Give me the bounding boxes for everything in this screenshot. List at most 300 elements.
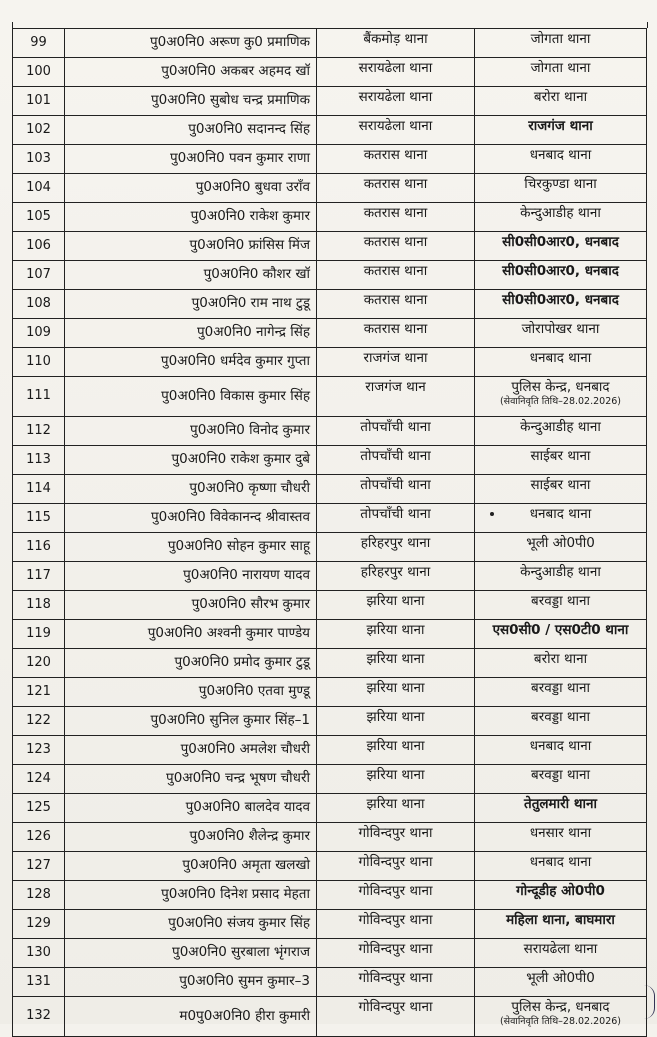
serial-number-cell: [13, 319, 65, 348]
to-station-cell: [475, 997, 647, 1037]
to-station-cell: [475, 765, 647, 794]
from-station-text: कतरास थाना: [363, 321, 428, 337]
officer-name-text: पु0अ0नि0 धर्मदेव कुमार गुप्ता: [160, 353, 310, 370]
to-station-cell: [475, 87, 647, 116]
officer-name-cell: [65, 968, 317, 997]
officer-name-cell: [65, 87, 317, 116]
to-station-text: महिला थाना, बाघमारा: [506, 912, 615, 928]
retirement-note: (सेवानिवृति तिथि–28.02.2026): [499, 395, 622, 407]
table-row: [13, 620, 647, 649]
officer-name-cell: [65, 765, 317, 794]
from-station-cell: [317, 29, 475, 58]
serial-number-text: 125: [26, 799, 51, 815]
officer-name-cell: [65, 910, 317, 939]
serial-number-cell: [13, 823, 65, 852]
to-station-cell: [475, 446, 647, 475]
from-station-cell: [317, 968, 475, 997]
table-row: [13, 649, 647, 678]
from-station-cell: [317, 290, 475, 319]
officer-name-text: पु0अ0नि0 नागेन्द्र सिंह: [196, 324, 310, 341]
from-station-cell: [317, 446, 475, 475]
table-row: [13, 591, 647, 620]
from-station-cell: [317, 174, 475, 203]
officer-name-cell: [65, 203, 317, 232]
serial-number-cell: [13, 591, 65, 620]
table-row: [13, 968, 647, 997]
to-station-text: बरवड्डा थाना: [531, 709, 590, 725]
serial-number-text: 106: [26, 237, 51, 253]
table-row: [13, 678, 647, 707]
transfer-table: [12, 28, 647, 1037]
officer-name-text: पु0अ0नि0 विनोद कुमार: [190, 422, 310, 439]
from-station-cell: [317, 377, 475, 417]
from-station-text: कतरास थाना: [363, 234, 428, 250]
officer-name-text: पु0अ0नि0 अश्वनी कुमार पाण्डेय: [147, 625, 310, 642]
table-row: [13, 29, 647, 58]
officer-name-text: पु0अ0नि0 सोहन कुमार साहू: [167, 538, 310, 555]
officer-name-text: पु0अ0नि0 प्रमोद कुमार टुडू: [174, 654, 310, 671]
to-station-text: साईबर थाना: [530, 448, 591, 464]
officer-name-cell: [65, 794, 317, 823]
officer-name-cell: [65, 620, 317, 649]
serial-number-text: 115: [26, 509, 51, 525]
to-station-cell: [475, 504, 647, 533]
officer-name-cell: [65, 145, 317, 174]
table-row: [13, 852, 647, 881]
to-station-text: सरायढेला थाना: [523, 941, 598, 957]
serial-number-text: 112: [26, 422, 51, 438]
from-station-cell: [317, 232, 475, 261]
serial-number-cell: [13, 475, 65, 504]
table-row: [13, 475, 647, 504]
officer-name-cell: [65, 881, 317, 910]
table-row: [13, 939, 647, 968]
serial-number-text: 103: [26, 150, 51, 166]
from-station-text: तोपचाँची थाना: [360, 448, 431, 464]
serial-number-text: 123: [26, 741, 51, 757]
table-row: [13, 290, 647, 319]
table-row: [13, 997, 647, 1037]
to-station-cell: [475, 649, 647, 678]
serial-number-cell: [13, 939, 65, 968]
to-station-text: बरवड्डा थाना: [531, 680, 590, 696]
to-station-cell: [475, 377, 647, 417]
serial-number-text: 118: [26, 596, 51, 612]
table-row: [13, 765, 647, 794]
officer-name-text: पु0अ0नि0 अकबर अहमद खॉ: [161, 63, 310, 80]
from-station-text: राजगंज थाना: [363, 350, 428, 366]
to-station-cell: [475, 823, 647, 852]
serial-number-cell: [13, 707, 65, 736]
officer-name-cell: [65, 174, 317, 203]
table-row: [13, 145, 647, 174]
serial-number-cell: [13, 765, 65, 794]
officer-name-cell: [65, 736, 317, 765]
from-station-cell: [317, 348, 475, 377]
table-row: [13, 736, 647, 765]
officer-name-cell: [65, 852, 317, 881]
officer-name-text: म0पु0अ0नि0 हीरा कुमारी: [179, 1007, 310, 1024]
table-row: [13, 319, 647, 348]
from-station-text: गोविन्दपुर थाना: [358, 912, 433, 928]
to-station-text: केन्दुआडीह थाना: [520, 205, 601, 221]
from-station-text: सरायढेला थाना: [358, 89, 433, 105]
officer-name-text: पु0अ0नि0 पवन कुमार राणा: [169, 150, 310, 167]
officer-name-cell: [65, 707, 317, 736]
to-station-text: धनबाद थाना: [529, 350, 592, 366]
from-station-cell: [317, 997, 475, 1037]
officer-name-cell: [65, 29, 317, 58]
officer-name-text: पु0अ0नि0 अमलेश चौधरी: [180, 741, 310, 758]
officer-name-cell: [65, 319, 317, 348]
to-station-cell: [475, 290, 647, 319]
table-row: [13, 707, 647, 736]
from-station-cell: [317, 765, 475, 794]
serial-number-text: 124: [26, 770, 51, 786]
to-station-cell: [475, 736, 647, 765]
serial-number-text: 132: [26, 1008, 51, 1024]
officer-name-cell: [65, 348, 317, 377]
officer-name-cell: [65, 649, 317, 678]
serial-number-text: 111: [26, 388, 51, 404]
officer-name-cell: [65, 591, 317, 620]
to-station-cell: [475, 174, 647, 203]
from-station-text: झरिया थाना: [366, 767, 425, 783]
officer-name-text: पु0अ0नि0 फ्रांसिस मिंज: [189, 237, 310, 254]
officer-name-text: पु0अ0नि0 राम नाथ टुडू: [191, 295, 310, 312]
serial-number-cell: [13, 678, 65, 707]
serial-number-cell: [13, 649, 65, 678]
serial-number-text: 100: [26, 63, 51, 79]
to-station-cell: [475, 232, 647, 261]
officer-name-cell: [65, 261, 317, 290]
to-station-text: पुलिस केन्द्र, धनबाद: [511, 999, 610, 1015]
to-station-text: एस0सी0 / एस0टी0 थाना: [492, 622, 629, 638]
to-station-text: साईबर थाना: [530, 477, 591, 493]
from-station-text: गोविन्दपुर थाना: [358, 825, 433, 841]
to-station-text: बरोरा थाना: [533, 89, 588, 105]
from-station-cell: [317, 881, 475, 910]
officer-name-text: पु0अ0नि0 एतवा मुण्डू: [198, 683, 310, 700]
to-station-cell: [475, 939, 647, 968]
from-station-cell: [317, 145, 475, 174]
serial-number-cell: [13, 997, 65, 1037]
serial-number-cell: [13, 968, 65, 997]
to-station-text: सी0सी0आर0, धनबाद: [502, 292, 619, 308]
from-station-cell: [317, 116, 475, 145]
table-row: [13, 533, 647, 562]
to-station-cell: [475, 562, 647, 591]
table-row: [13, 562, 647, 591]
from-station-cell: [317, 533, 475, 562]
officer-name-cell: [65, 232, 317, 261]
to-station-cell: [475, 261, 647, 290]
from-station-text: बैंकमोड़ थाना: [363, 31, 428, 47]
serial-number-cell: [13, 203, 65, 232]
serial-number-cell: [13, 290, 65, 319]
table-row: [13, 174, 647, 203]
from-station-cell: [317, 504, 475, 533]
serial-number-cell: [13, 87, 65, 116]
table-row: [13, 417, 647, 446]
officer-name-text: पु0अ0नि0 सुमन कुमार–3: [179, 973, 310, 990]
serial-number-cell: [13, 852, 65, 881]
from-station-text: गोविन्दपुर थाना: [358, 999, 433, 1015]
from-station-text: तोपचाँची थाना: [360, 477, 431, 493]
serial-number-text: 101: [26, 92, 51, 108]
table-row: [13, 794, 647, 823]
retirement-note: (सेवानिवृति तिथि–28.02.2026): [499, 1015, 622, 1027]
to-station-text: सी0सी0आर0, धनबाद: [502, 263, 619, 279]
from-station-text: हरिहरपुर थाना: [360, 535, 431, 551]
from-station-cell: [317, 203, 475, 232]
serial-number-text: 114: [26, 480, 51, 496]
serial-number-cell: [13, 29, 65, 58]
table-row: [13, 58, 647, 87]
from-station-cell: [317, 794, 475, 823]
officer-name-cell: [65, 939, 317, 968]
to-station-text: केन्दुआडीह थाना: [520, 564, 601, 580]
from-station-cell: [317, 939, 475, 968]
serial-number-cell: [13, 116, 65, 145]
serial-number-text: 129: [26, 915, 51, 931]
from-station-text: झरिया थाना: [366, 680, 425, 696]
serial-number-text: 104: [26, 179, 51, 195]
from-station-text: गोविन्दपुर थाना: [358, 854, 433, 870]
serial-number-cell: [13, 910, 65, 939]
table-row: [13, 910, 647, 939]
officer-name-cell: [65, 58, 317, 87]
from-station-text: झरिया थाना: [366, 651, 425, 667]
to-station-text: धनबाद थाना: [529, 738, 592, 754]
officer-name-cell: [65, 533, 317, 562]
to-station-cell: [475, 29, 647, 58]
to-station-text: धनबाद थाना: [529, 147, 592, 163]
officer-name-text: पु0अ0नि0 विवेकानन्द श्रीवास्तव: [150, 509, 310, 526]
officer-name-text: पु0अ0नि0 नारायण यादव: [183, 567, 310, 584]
officer-name-text: पु0अ0नि0 संजय कुमार सिंह: [168, 915, 310, 932]
from-station-text: कतरास थाना: [363, 263, 428, 279]
to-station-cell: [475, 116, 647, 145]
to-station-text: चिरकुण्डा थाना: [524, 176, 597, 192]
serial-number-text: 110: [26, 353, 51, 369]
to-station-cell: [475, 678, 647, 707]
to-station-text: जोगता थाना: [530, 60, 591, 76]
serial-number-cell: [13, 562, 65, 591]
officer-name-cell: [65, 417, 317, 446]
from-station-text: झरिया थाना: [366, 738, 425, 754]
officer-name-text: पु0अ0नि0 सुबोध चन्द्र प्रमाणिक: [150, 92, 310, 109]
table-row: [13, 87, 647, 116]
table-row: [13, 446, 647, 475]
from-station-cell: [317, 475, 475, 504]
from-station-cell: [317, 707, 475, 736]
officer-name-cell: [65, 562, 317, 591]
serial-number-cell: [13, 881, 65, 910]
officer-name-text: पु0अ0नि0 शैलेन्द्र कुमार: [189, 828, 310, 845]
to-station-cell: [475, 968, 647, 997]
serial-number-text: 99: [30, 34, 47, 50]
serial-number-cell: [13, 504, 65, 533]
officer-name-text: पु0अ0नि0 राकेश कुमार दुबे: [171, 451, 310, 468]
from-station-cell: [317, 649, 475, 678]
serial-number-cell: [13, 261, 65, 290]
officer-name-cell: [65, 678, 317, 707]
officer-name-cell: [65, 377, 317, 417]
to-station-cell: [475, 910, 647, 939]
serial-number-text: 121: [26, 683, 51, 699]
from-station-cell: [317, 87, 475, 116]
from-station-cell: [317, 58, 475, 87]
serial-number-text: 108: [26, 295, 51, 311]
to-station-cell: [475, 852, 647, 881]
to-station-cell: [475, 417, 647, 446]
to-station-text: पुलिस केन्द्र, धनबाद: [511, 379, 610, 395]
officer-name-cell: [65, 446, 317, 475]
to-station-text: राजगंज थाना: [528, 118, 593, 134]
to-station-cell: [475, 707, 647, 736]
to-station-text: बरवड्डा थाना: [531, 767, 590, 783]
to-station-cell: [475, 319, 647, 348]
serial-number-text: 127: [26, 857, 51, 873]
officer-name-text: पु0अ0नि0 सौरभ कुमार: [191, 596, 310, 613]
from-station-cell: [317, 261, 475, 290]
from-station-cell: [317, 620, 475, 649]
to-station-cell: [475, 348, 647, 377]
officer-name-cell: [65, 997, 317, 1037]
to-station-text: भूली ओ0पी0: [526, 535, 595, 551]
to-station-text: तेतुलमारी थाना: [524, 796, 597, 812]
from-station-text: हरिहरपुर थाना: [360, 564, 431, 580]
serial-number-text: 130: [26, 944, 51, 960]
to-station-text: धनसार थाना: [529, 825, 592, 841]
officer-name-text: पु0अ0नि0 सुरबाला भृंगराज: [172, 944, 310, 961]
serial-number-text: 105: [26, 208, 51, 224]
to-station-text: धनबाद थाना: [529, 506, 592, 522]
from-station-cell: [317, 591, 475, 620]
table-body: [13, 29, 647, 1037]
officer-name-text: पु0अ0नि0 बालदेव यादव: [185, 799, 310, 816]
from-station-text: गोविन्दपुर थाना: [358, 970, 433, 986]
officer-name-cell: [65, 504, 317, 533]
serial-number-cell: [13, 794, 65, 823]
serial-number-text: 126: [26, 828, 51, 844]
officer-name-text: पु0अ0नि0 सुनिल कुमार सिंह–1: [150, 712, 310, 729]
table-row: [13, 377, 647, 417]
officer-name-cell: [65, 475, 317, 504]
from-station-text: गोविन्दपुर थाना: [358, 941, 433, 957]
table-row: [13, 504, 647, 533]
from-station-text: सरायढेला थाना: [358, 60, 433, 76]
table-row: [13, 881, 647, 910]
from-station-text: तोपचाँची थाना: [360, 506, 431, 522]
from-station-text: कतरास थाना: [363, 147, 428, 163]
from-station-cell: [317, 678, 475, 707]
serial-number-text: 122: [26, 712, 51, 728]
serial-number-text: 109: [26, 324, 51, 340]
serial-number-cell: [13, 533, 65, 562]
serial-number-text: 102: [26, 121, 51, 137]
serial-number-text: 131: [26, 973, 51, 989]
serial-number-cell: [13, 620, 65, 649]
from-station-text: झरिया थाना: [366, 622, 425, 638]
from-station-text: कतरास थाना: [363, 205, 428, 221]
serial-number-cell: [13, 174, 65, 203]
officer-name-text: पु0अ0नि0 राकेश कुमार: [190, 208, 310, 225]
officer-name-text: पु0अ0नि0 सदानन्द सिंह: [188, 121, 310, 138]
serial-number-cell: [13, 145, 65, 174]
officer-name-text: पु0अ0नि0 चन्द्र भूषण चौधरी: [166, 770, 310, 787]
to-station-text: बरवड्डा थाना: [531, 593, 590, 609]
to-station-cell: [475, 475, 647, 504]
officer-name-text: पु0अ0नि0 अमृता खलखो: [182, 857, 310, 874]
serial-number-cell: [13, 348, 65, 377]
from-station-text: झरिया थाना: [366, 593, 425, 609]
officer-name-text: पु0अ0नि0 विकास कुमार सिंह: [161, 387, 310, 404]
to-station-cell: [475, 620, 647, 649]
to-station-text: बरोरा थाना: [533, 651, 588, 667]
serial-number-text: 119: [26, 625, 51, 641]
table-row: [13, 203, 647, 232]
to-station-cell: [475, 533, 647, 562]
from-station-text: सरायढेला थाना: [358, 118, 433, 134]
from-station-text: कतरास थाना: [363, 292, 428, 308]
serial-number-text: 107: [26, 266, 51, 282]
from-station-text: झरिया थाना: [366, 796, 425, 812]
to-station-text: केन्दुआडीह थाना: [520, 419, 601, 435]
from-station-cell: [317, 823, 475, 852]
ink-dot: [490, 512, 494, 516]
officer-name-text: पु0अ0नि0 दिनेश प्रसाद मेहता: [161, 886, 310, 903]
to-station-text: सी0सी0आर0, धनबाद: [502, 234, 619, 250]
table-row: [13, 823, 647, 852]
from-station-cell: [317, 417, 475, 446]
serial-number-cell: [13, 232, 65, 261]
serial-number-cell: [13, 58, 65, 87]
from-station-cell: [317, 319, 475, 348]
serial-number-text: 113: [26, 451, 51, 467]
to-station-text: भूली ओ0पी0: [526, 970, 595, 986]
officer-name-text: पु0अ0नि0 कौशर खॉ: [203, 266, 310, 283]
table-row: [13, 232, 647, 261]
table-row: [13, 348, 647, 377]
serial-number-text: 116: [26, 538, 51, 554]
to-station-text: धनबाद थाना: [529, 854, 592, 870]
from-station-text: तोपचाँची थाना: [360, 419, 431, 435]
table-row: [13, 261, 647, 290]
serial-number-cell: [13, 446, 65, 475]
officer-name-text: पु0अ0नि0 बुधवा उराँव: [195, 179, 310, 196]
from-station-text: गोविन्दपुर थाना: [358, 883, 433, 899]
to-station-cell: [475, 881, 647, 910]
serial-number-text: 117: [26, 567, 51, 583]
from-station-text: कतरास थाना: [363, 176, 428, 192]
to-station-cell: [475, 794, 647, 823]
from-station-cell: [317, 852, 475, 881]
officer-name-cell: [65, 823, 317, 852]
to-station-text: जोगता थाना: [530, 31, 591, 47]
officer-name-cell: [65, 116, 317, 145]
table-row: [13, 116, 647, 145]
to-station-cell: [475, 145, 647, 174]
to-station-text: जोरापोखर थाना: [521, 321, 600, 337]
to-station-text: गोन्दूडीह ओ0पी0: [516, 883, 605, 899]
serial-number-cell: [13, 417, 65, 446]
from-station-text: झरिया थाना: [366, 709, 425, 725]
officer-name-cell: [65, 290, 317, 319]
serial-number-text: 128: [26, 886, 51, 902]
from-station-cell: [317, 736, 475, 765]
